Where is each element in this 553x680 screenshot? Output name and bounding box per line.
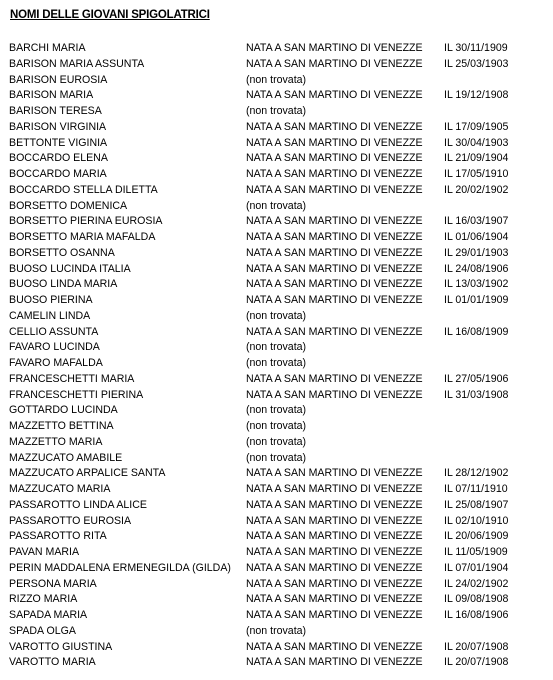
list-item bbox=[0, 325, 553, 341]
birth-status: NATA A SAN MARTINO DI VENEZZE bbox=[246, 467, 423, 480]
person-name: MAZZUCATO MARIA bbox=[9, 483, 111, 495]
birth-date: IL 16/08/1909 bbox=[444, 325, 509, 338]
list-item bbox=[0, 372, 553, 388]
birth-status: (non trovata) bbox=[246, 309, 307, 322]
birth-status: NATA A SAN MARTINO DI VENEZZE bbox=[246, 294, 423, 306]
list-item bbox=[0, 640, 553, 656]
list-item bbox=[0, 309, 553, 325]
person-name: BUOSO LUCINDA ITALIA bbox=[9, 262, 131, 275]
birth-status: NATA A SAN MARTINO DI VENEZZE bbox=[246, 546, 423, 558]
birth-date: IL 28/12/1902 bbox=[444, 467, 509, 480]
birth-status: (non trovata) bbox=[246, 404, 307, 417]
list-item bbox=[0, 608, 553, 624]
birth-date: IL 30/11/1909 bbox=[444, 42, 508, 54]
list-item bbox=[0, 482, 553, 498]
person-name: BUOSO PIERINA bbox=[9, 294, 93, 306]
person-name: SAPADA MARIA bbox=[9, 609, 88, 621]
birth-status: NATA A SAN MARTINO DI VENEZZE bbox=[246, 231, 423, 243]
birth-status: NATA A SAN MARTINO DI VENEZZE bbox=[246, 498, 423, 511]
birth-status: (non trovata) bbox=[246, 624, 307, 637]
list-item bbox=[0, 561, 553, 577]
birth-date: IL 07/11/1910 bbox=[444, 483, 508, 495]
list-item bbox=[0, 498, 553, 514]
birth-date: IL 13/03/1902 bbox=[444, 278, 509, 291]
list-item bbox=[0, 356, 553, 372]
name-list bbox=[0, 41, 553, 671]
birth-status: (non trovata) bbox=[246, 451, 307, 464]
birth-status: (non trovata) bbox=[246, 105, 307, 117]
list-item bbox=[0, 466, 553, 482]
person-name: BORSETTO PIERINA EUROSIA bbox=[9, 215, 163, 228]
list-item bbox=[0, 624, 553, 640]
list-item bbox=[0, 419, 553, 435]
birth-date: IL 20/02/1902 bbox=[444, 183, 509, 196]
birth-date: IL 19/12/1908 bbox=[444, 89, 509, 102]
list-item bbox=[0, 214, 553, 230]
list-item bbox=[0, 199, 553, 215]
birth-date: IL 20/07/1908 bbox=[444, 640, 509, 653]
list-item bbox=[0, 73, 553, 89]
birth-status: NATA A SAN MARTINO DI VENEZZE bbox=[246, 609, 423, 621]
list-item bbox=[0, 136, 553, 152]
person-name: BORSETTO OSANNA bbox=[9, 246, 115, 259]
birth-status: NATA A SAN MARTINO DI VENEZZE bbox=[246, 483, 423, 495]
person-name: FRANCESCHETTI PIERINA bbox=[9, 388, 144, 401]
birth-status: NATA A SAN MARTINO DI VENEZZE bbox=[246, 278, 423, 291]
birth-date: IL 31/03/1908 bbox=[444, 388, 509, 401]
birth-status: NATA A SAN MARTINO DI VENEZZE bbox=[246, 530, 423, 543]
person-name: VAROTTO GIUSTINA bbox=[9, 640, 113, 653]
list-item bbox=[0, 529, 553, 545]
birth-status: (non trovata) bbox=[246, 199, 307, 212]
birth-date: IL 07/01/1904 bbox=[444, 561, 509, 574]
person-name: FAVARO MAFALDA bbox=[9, 357, 103, 369]
birth-status: NATA A SAN MARTINO DI VENEZZE bbox=[246, 246, 423, 259]
birth-date: IL 17/05/1910 bbox=[444, 168, 509, 180]
person-name: FRANCESCHETTI MARIA bbox=[9, 372, 135, 385]
person-name: GOTTARDO LUCINDA bbox=[9, 404, 118, 417]
birth-status: (non trovata) bbox=[246, 435, 307, 448]
birth-date: IL 27/05/1906 bbox=[444, 372, 509, 385]
person-name: BORSETTO MARIA MAFALDA bbox=[9, 231, 156, 243]
person-name: CELLIO ASSUNTA bbox=[9, 325, 99, 338]
list-item bbox=[0, 88, 553, 104]
list-item bbox=[0, 545, 553, 561]
birth-status: NATA A SAN MARTINO DI VENEZZE bbox=[246, 168, 423, 180]
birth-status: NATA A SAN MARTINO DI VENEZZE bbox=[246, 136, 423, 149]
list-item bbox=[0, 151, 553, 167]
birth-status: NATA A SAN MARTINO DI VENEZZE bbox=[246, 561, 423, 574]
birth-date: IL 25/08/1907 bbox=[444, 498, 509, 511]
birth-status: NATA A SAN MARTINO DI VENEZZE bbox=[246, 215, 423, 228]
person-name: BOCCARDO STELLA DILETTA bbox=[9, 183, 158, 196]
list-item bbox=[0, 388, 553, 404]
birth-status: NATA A SAN MARTINO DI VENEZZE bbox=[246, 57, 423, 70]
list-item bbox=[0, 41, 553, 57]
birth-date: IL 25/03/1903 bbox=[444, 57, 509, 70]
birth-status: NATA A SAN MARTINO DI VENEZZE bbox=[246, 656, 423, 669]
list-item bbox=[0, 451, 553, 467]
person-name: SPADA OLGA bbox=[9, 624, 76, 637]
person-name: MAZZETTO MARIA bbox=[9, 435, 103, 448]
list-item bbox=[0, 57, 553, 73]
birth-status: NATA A SAN MARTINO DI VENEZZE bbox=[246, 262, 423, 275]
birth-date: IL 29/01/1903 bbox=[444, 246, 509, 259]
person-name: MAZZUCATO AMABILE bbox=[9, 451, 123, 464]
person-name: VAROTTO MARIA bbox=[9, 656, 96, 669]
birth-date: IL 09/08/1908 bbox=[444, 593, 509, 606]
birth-date: IL 16/03/1907 bbox=[444, 215, 509, 228]
list-item bbox=[0, 592, 553, 608]
list-item bbox=[0, 104, 553, 120]
list-item bbox=[0, 120, 553, 136]
birth-status: (non trovata) bbox=[246, 73, 307, 86]
person-name: FAVARO LUCINDA bbox=[9, 341, 100, 354]
person-name: BOCCARDO ELENA bbox=[9, 152, 108, 165]
person-name: PERIN MADDALENA ERMENEGILDA (GILDA) bbox=[9, 561, 231, 574]
birth-date: IL 17/09/1905 bbox=[444, 120, 509, 133]
birth-date: IL 24/08/1906 bbox=[444, 262, 509, 275]
birth-date: IL 20/06/1909 bbox=[444, 530, 509, 543]
list-item bbox=[0, 293, 553, 309]
birth-status: (non trovata) bbox=[246, 341, 307, 354]
birth-status: (non trovata) bbox=[246, 357, 307, 369]
birth-date: IL 02/10/1910 bbox=[444, 514, 509, 527]
birth-date: IL 16/08/1906 bbox=[444, 609, 509, 621]
person-name: MAZZUCATO ARPALICE SANTA bbox=[9, 467, 166, 480]
list-item bbox=[0, 514, 553, 530]
birth-status: NATA A SAN MARTINO DI VENEZZE bbox=[246, 372, 423, 385]
birth-status: (non trovata) bbox=[246, 420, 307, 432]
person-name: PAVAN MARIA bbox=[9, 546, 80, 558]
person-name: BETTONTE VIGINIA bbox=[9, 136, 108, 149]
birth-date: IL 24/02/1902 bbox=[444, 577, 509, 590]
person-name: RIZZO MARIA bbox=[9, 593, 78, 606]
birth-status: NATA A SAN MARTINO DI VENEZZE bbox=[246, 593, 423, 606]
birth-status: NATA A SAN MARTINO DI VENEZZE bbox=[246, 120, 423, 133]
list-item bbox=[0, 403, 553, 419]
person-name: MAZZETTO BETTINA bbox=[9, 420, 114, 432]
list-item bbox=[0, 183, 553, 199]
person-name: BOCCARDO MARIA bbox=[9, 168, 107, 180]
person-name: BORSETTO DOMENICA bbox=[9, 199, 128, 212]
person-name: BARISON TERESA bbox=[9, 105, 102, 117]
person-name: BARCHI MARIA bbox=[9, 42, 86, 54]
birth-status: NATA A SAN MARTINO DI VENEZZE bbox=[246, 577, 423, 590]
birth-status: NATA A SAN MARTINO DI VENEZZE bbox=[246, 42, 423, 54]
birth-status: NATA A SAN MARTINO DI VENEZZE bbox=[246, 325, 423, 338]
birth-status: NATA A SAN MARTINO DI VENEZZE bbox=[246, 640, 423, 653]
birth-date: IL 20/07/1908 bbox=[444, 656, 509, 669]
birth-date: IL 11/05/1909 bbox=[444, 546, 508, 558]
birth-status: NATA A SAN MARTINO DI VENEZZE bbox=[246, 388, 423, 401]
birth-status: NATA A SAN MARTINO DI VENEZZE bbox=[246, 89, 423, 102]
list-item bbox=[0, 230, 553, 246]
birth-date: IL 30/04/1903 bbox=[444, 136, 509, 149]
list-item bbox=[0, 167, 553, 183]
person-name: BARISON EUROSIA bbox=[9, 73, 108, 86]
birth-date: IL 01/01/1909 bbox=[444, 294, 509, 306]
document-title: NOMI DELLE GIOVANI SPIGOLATRICI bbox=[10, 9, 210, 21]
list-item bbox=[0, 262, 553, 278]
list-item bbox=[0, 655, 553, 671]
person-name: PASSAROTTO EUROSIA bbox=[9, 514, 132, 527]
list-item bbox=[0, 435, 553, 451]
birth-date: IL 21/09/1904 bbox=[444, 152, 509, 165]
person-name: PASSAROTTO RITA bbox=[9, 530, 107, 543]
birth-date: IL 01/06/1904 bbox=[444, 231, 509, 243]
birth-status: NATA A SAN MARTINO DI VENEZZE bbox=[246, 152, 423, 165]
person-name: CAMELIN LINDA bbox=[9, 309, 91, 322]
birth-status: NATA A SAN MARTINO DI VENEZZE bbox=[246, 514, 423, 527]
person-name: BARISON MARIA bbox=[9, 89, 94, 102]
person-name: BUOSO LINDA MARIA bbox=[9, 278, 118, 291]
person-name: PASSAROTTO LINDA ALICE bbox=[9, 498, 147, 511]
person-name: BARISON VIRGINIA bbox=[9, 120, 107, 133]
list-item bbox=[0, 340, 553, 356]
list-item bbox=[0, 577, 553, 593]
birth-status: NATA A SAN MARTINO DI VENEZZE bbox=[246, 183, 423, 196]
list-item bbox=[0, 246, 553, 262]
person-name: PERSONA MARIA bbox=[9, 577, 97, 590]
list-item bbox=[0, 277, 553, 293]
person-name: BARISON MARIA ASSUNTA bbox=[9, 57, 145, 70]
